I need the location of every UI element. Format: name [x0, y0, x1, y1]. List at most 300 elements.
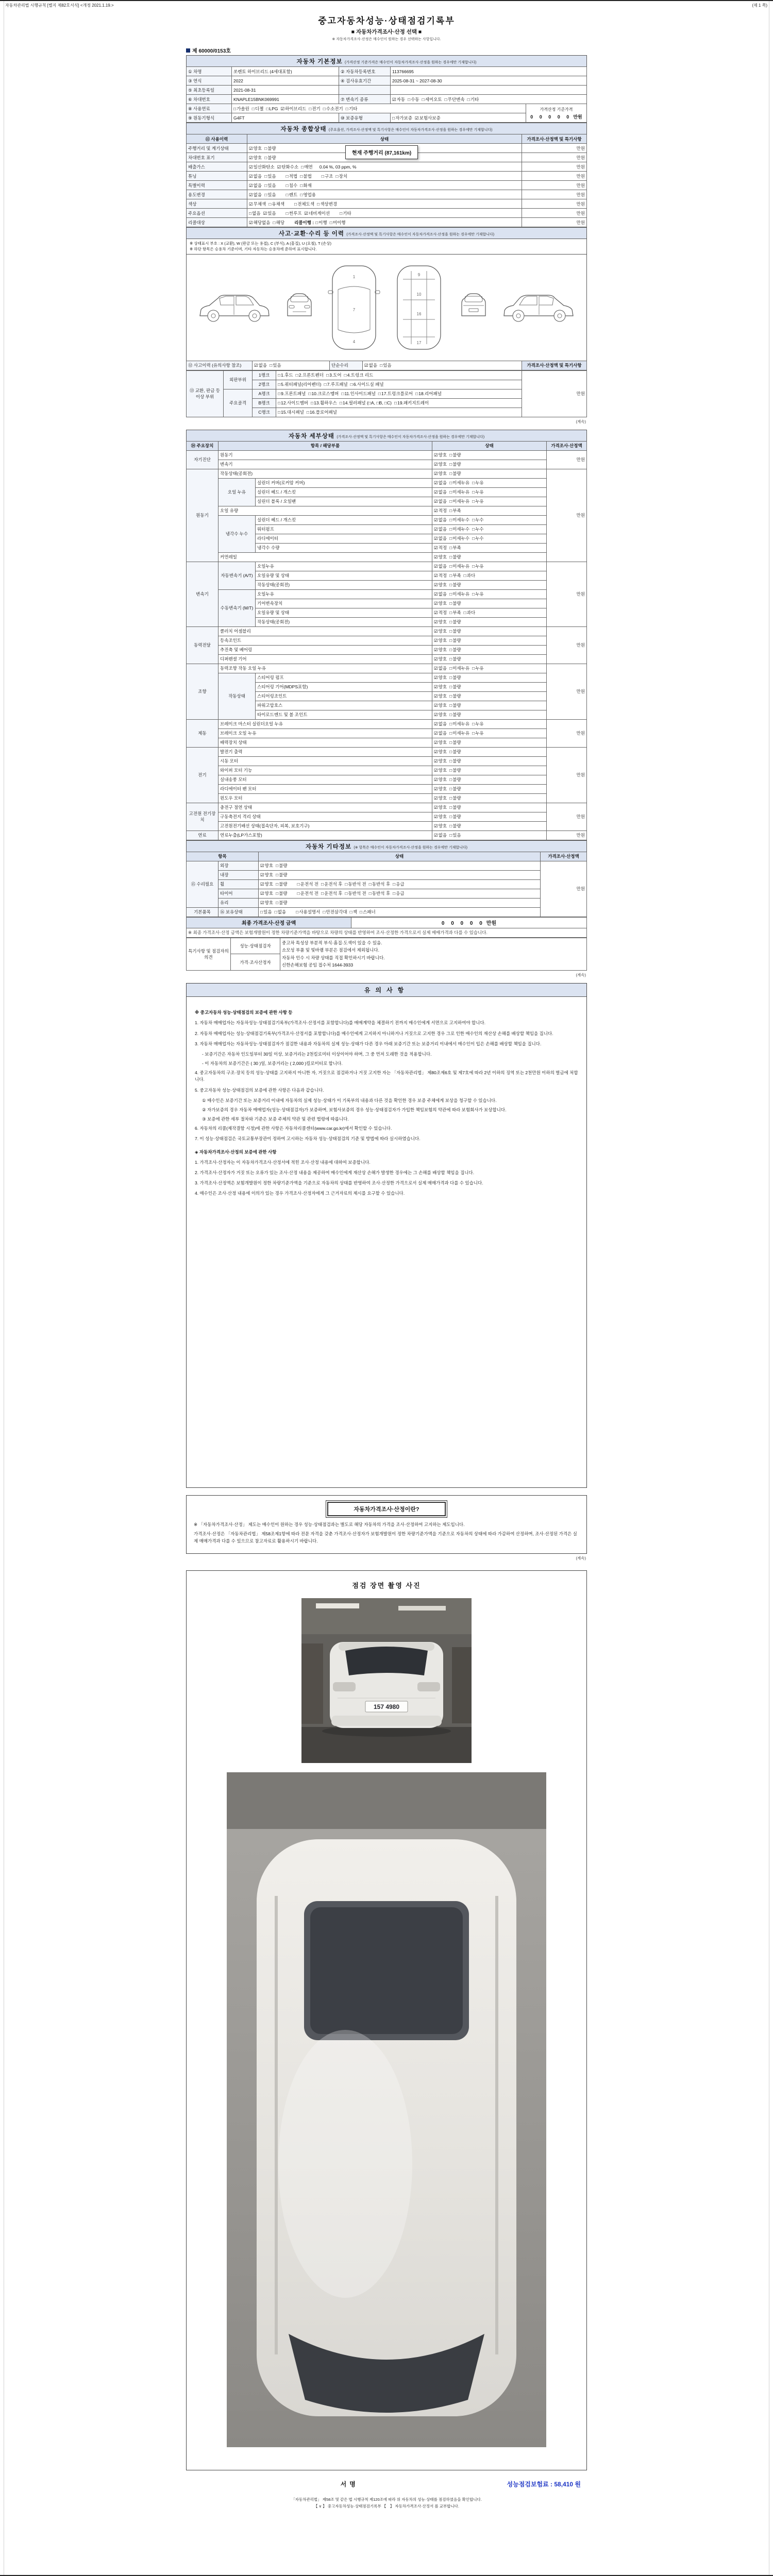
checkbox-option[interactable]	[268, 201, 284, 207]
checkbox-option[interactable]	[434, 489, 447, 495]
checkbox-option[interactable]	[449, 470, 461, 477]
unchecked-checkbox-icon: □	[449, 527, 452, 532]
checkbox-option[interactable]	[266, 106, 278, 111]
checked-checkbox-icon: ☑	[434, 489, 438, 495]
checkbox-option[interactable]	[472, 665, 484, 671]
checkbox-label: 불량	[452, 740, 461, 745]
checkbox-option[interactable]	[434, 498, 447, 504]
checkbox-option[interactable]	[296, 909, 320, 915]
checkbox-option[interactable]	[434, 461, 447, 467]
device-item-label: 추진축 및 베어링	[219, 645, 432, 654]
warranty-options	[391, 113, 526, 123]
checkbox-option[interactable]	[449, 711, 461, 718]
checkbox-option[interactable]	[434, 591, 447, 597]
checkbox-option[interactable]	[415, 391, 442, 397]
checkbox-option[interactable]	[392, 96, 405, 103]
unchecked-checkbox-icon: □	[264, 155, 267, 160]
checkbox-option[interactable]	[300, 173, 312, 179]
checkbox-option[interactable]	[260, 909, 272, 915]
checkbox-option[interactable]	[260, 862, 273, 869]
unchecked-checkbox-icon: □	[449, 693, 452, 699]
photos-box	[186, 1570, 587, 2470]
checkbox-option[interactable]	[449, 749, 461, 755]
checkbox-label: 무채색	[253, 201, 266, 207]
car-diagram-frame	[391, 262, 447, 353]
checkbox-option[interactable]	[449, 545, 461, 551]
checkbox-label: 불량	[279, 863, 288, 868]
checkbox-label: 17.트렁크플로어	[381, 391, 413, 396]
checkbox-option[interactable]	[276, 862, 288, 869]
checkbox-option[interactable]	[273, 219, 284, 226]
checkbox-option[interactable]	[335, 173, 347, 179]
checked-checkbox-icon: ☑	[434, 666, 438, 671]
checkbox-option[interactable]	[277, 164, 298, 170]
checkbox-label: 불량	[452, 749, 461, 754]
checkbox-option[interactable]	[434, 535, 447, 541]
checkbox-option[interactable]	[449, 665, 469, 671]
checkbox-option[interactable]	[434, 563, 447, 569]
checkbox-option[interactable]	[324, 381, 348, 387]
notice-section-header: ◈ 자동차가격조사·산정의 보증에 관한 사항	[195, 1149, 277, 1155]
checkbox-option[interactable]	[278, 400, 308, 406]
checkbox-option[interactable]	[317, 201, 337, 207]
checkbox-option[interactable]	[422, 96, 442, 103]
notice-subitem: ① 매수인은 보증기간 또는 보증거리 이내에 자동차의 실제 성능·상태가 이 기록부의 내용과 다른 것을 확인한 경우 보증 주체에게 보상을 청구할 수 있습니다.	[202, 1097, 497, 1103]
checkbox-option[interactable]	[434, 470, 447, 477]
device-state	[432, 710, 547, 719]
checkbox-option[interactable]	[297, 881, 318, 887]
checkbox-option[interactable]	[415, 115, 441, 121]
overall-row	[187, 162, 587, 172]
checkbox-option[interactable]	[364, 362, 377, 368]
other-item-label: 내장	[219, 870, 259, 879]
checkbox-option[interactable]	[346, 106, 358, 112]
checkbox-option[interactable]	[449, 730, 469, 736]
checkbox-option[interactable]	[449, 776, 461, 783]
checkbox-option[interactable]	[434, 739, 447, 745]
checkbox-option[interactable]	[340, 400, 392, 406]
checkbox-option[interactable]	[304, 210, 330, 216]
unchecked-checkbox-icon: □	[274, 909, 277, 914]
checkbox-label: 양호	[438, 777, 447, 782]
checkbox-option[interactable]	[449, 721, 469, 727]
checkbox-option[interactable]	[434, 554, 447, 560]
checkbox-option[interactable]	[434, 814, 447, 820]
checkbox-option[interactable]	[434, 693, 447, 699]
checkbox-option[interactable]	[323, 909, 347, 915]
checked-checkbox-icon: ☑	[434, 814, 438, 819]
checkbox-option[interactable]	[449, 647, 461, 653]
checkbox-option[interactable]	[286, 192, 298, 198]
checkbox-option[interactable]	[260, 881, 273, 887]
checkbox-option[interactable]	[434, 507, 447, 514]
checkbox-option[interactable]	[449, 498, 469, 504]
doc-number: 제 60000/0153호	[192, 48, 231, 54]
checkbox-option[interactable]	[472, 730, 484, 736]
checkbox-label: 양호	[438, 693, 447, 699]
checkbox-option[interactable]	[449, 786, 461, 792]
checkbox-option[interactable]	[434, 619, 447, 625]
checkbox-option[interactable]	[249, 155, 262, 161]
checkbox-option[interactable]	[449, 535, 469, 541]
checkbox-option[interactable]	[249, 192, 262, 198]
checkbox-option[interactable]	[350, 909, 357, 915]
other-state	[259, 898, 541, 907]
checkbox-option[interactable]	[309, 106, 321, 112]
checkbox-option[interactable]	[394, 400, 429, 406]
unchecked-checkbox-icon: □	[295, 372, 298, 378]
unchecked-checkbox-icon: □	[449, 795, 452, 801]
field-label: ⑧ 사용연료	[187, 104, 232, 113]
checkbox-option[interactable]	[321, 881, 342, 887]
checkbox-option[interactable]	[449, 563, 469, 569]
checkbox-option[interactable]	[449, 767, 461, 773]
checkbox-option[interactable]	[434, 767, 447, 773]
checkbox-option[interactable]	[311, 400, 337, 406]
unchecked-checkbox-icon: □	[415, 391, 418, 396]
checkbox-option[interactable]	[449, 591, 469, 597]
checkbox-option[interactable]	[254, 362, 267, 368]
checkbox-option[interactable]	[434, 665, 447, 671]
checkbox-label: 있음	[267, 210, 276, 216]
checkbox-option[interactable]	[296, 372, 324, 378]
checkbox-option[interactable]	[249, 210, 261, 216]
checkbox-option[interactable]	[449, 656, 461, 662]
accident-history-table	[186, 361, 587, 370]
fuel-options	[232, 104, 526, 113]
checkbox-option[interactable]	[434, 684, 447, 690]
checkbox-option[interactable]	[249, 219, 270, 226]
checkbox-label: 불량	[452, 758, 461, 764]
checkbox-option[interactable]	[434, 582, 447, 588]
checkbox-option[interactable]	[300, 182, 312, 189]
unchecked-checkbox-icon: □	[449, 619, 452, 624]
checkbox-option[interactable]	[308, 391, 339, 397]
checkbox-option[interactable]	[449, 823, 461, 829]
checkbox-option[interactable]	[449, 619, 461, 625]
checkbox-option[interactable]	[340, 210, 351, 216]
device-state	[432, 450, 547, 460]
other-state	[259, 870, 541, 879]
checkbox-option[interactable]	[464, 572, 476, 579]
checkbox-label: 없음	[438, 480, 447, 485]
checkbox-option[interactable]	[464, 609, 476, 616]
device-subgroup-label: 수동변속기 (M/T)	[219, 589, 256, 626]
checkbox-option[interactable]	[260, 900, 273, 906]
checkbox-option[interactable]	[345, 890, 366, 896]
checkbox-option[interactable]	[278, 372, 293, 378]
checkbox-option[interactable]	[434, 711, 447, 718]
car-diagram-side-right	[500, 284, 577, 331]
price-cell: 만원	[547, 664, 587, 719]
checkbox-option[interactable]	[249, 182, 262, 189]
usage-item-label: 튜닝	[187, 172, 247, 181]
unchecked-checkbox-icon: □	[321, 891, 324, 896]
checkbox-option[interactable]	[330, 219, 346, 226]
unchecked-checkbox-icon: □	[449, 489, 452, 495]
checkbox-option[interactable]	[341, 391, 376, 397]
checkbox-option[interactable]	[369, 881, 390, 887]
notice-subitem: ② 자가보증의 경우 자동차 매매업자(성능·상태점검자)가 보증하며, 보험사보증의 경우 성능·상태점검자가 가입한 책임보험의 약관에 따라 보험회사가 보상합니다.	[202, 1107, 507, 1112]
checkbox-option[interactable]	[472, 721, 484, 727]
checkbox-option[interactable]	[326, 372, 342, 378]
checkbox-option[interactable]	[360, 909, 376, 915]
checkbox-option[interactable]	[449, 795, 461, 801]
checkbox-option[interactable]	[434, 702, 447, 708]
checkbox-option[interactable]	[369, 890, 390, 896]
page-subtitle: ■ 자동차가격조사·산정 선택 ■	[351, 29, 422, 35]
device-item-label: 와이퍼 모터 기능	[219, 766, 432, 775]
unchecked-checkbox-icon: □	[278, 400, 281, 405]
checkbox-label: 없음	[252, 210, 261, 216]
checkbox-option[interactable]	[276, 890, 288, 896]
checkbox-option[interactable]	[434, 758, 447, 764]
checkbox-option[interactable]	[322, 173, 333, 179]
device-group-label: 원동기	[187, 469, 219, 562]
checkbox-label: 미세누유	[452, 731, 470, 736]
checkbox-option[interactable]	[286, 173, 298, 179]
checkbox-option[interactable]	[434, 776, 447, 783]
device-state	[432, 552, 547, 562]
checkbox-option[interactable]	[276, 872, 288, 878]
checkbox-option[interactable]	[434, 674, 447, 681]
checkbox-option[interactable]	[233, 106, 249, 112]
checkbox-option[interactable]	[286, 182, 298, 189]
device-state	[432, 599, 547, 608]
checkbox-label: 있음	[267, 192, 276, 197]
checkbox-option[interactable]	[321, 890, 342, 896]
checkbox-option[interactable]	[449, 526, 469, 532]
checkbox-option[interactable]	[472, 480, 484, 486]
checkbox-option[interactable]	[449, 804, 461, 810]
price-cell: 만원	[522, 209, 587, 218]
checkbox-option[interactable]	[434, 452, 447, 458]
checkbox-option[interactable]	[434, 480, 447, 486]
checkbox-label: 없음	[438, 536, 447, 541]
checkbox-option[interactable]	[445, 96, 465, 103]
checkbox-label: 18.리어패널	[418, 391, 442, 396]
checkbox-label: 응급	[396, 891, 405, 896]
checkbox-option[interactable]	[294, 201, 314, 207]
final-price-label: 최종 가격조사·산정 금액	[187, 917, 351, 928]
checkbox-option[interactable]	[434, 600, 447, 606]
checkbox-option[interactable]	[472, 535, 484, 541]
checkbox-option[interactable]	[270, 362, 281, 368]
checkbox-option[interactable]	[472, 526, 484, 532]
checkbox-label: 양호	[264, 900, 274, 905]
checkbox-option[interactable]	[380, 362, 392, 368]
checkbox-label: 불량	[452, 768, 461, 773]
checkbox-option[interactable]	[472, 517, 484, 523]
checkbox-option[interactable]	[449, 832, 461, 838]
engine-value: G4FT	[232, 113, 339, 123]
checkbox-label: 불법	[303, 173, 312, 179]
checkbox-option[interactable]	[281, 106, 307, 112]
checked-checkbox-icon: ☑	[260, 900, 264, 905]
detail-row	[187, 766, 587, 775]
checkbox-option[interactable]	[297, 890, 318, 896]
checkbox-option[interactable]	[434, 526, 447, 532]
checkbox-option[interactable]	[434, 637, 447, 643]
checkbox-option[interactable]	[449, 674, 461, 681]
checkbox-option[interactable]	[449, 637, 461, 643]
checkbox-option[interactable]	[449, 600, 461, 606]
checkbox-option[interactable]	[449, 693, 461, 699]
unchecked-checkbox-icon: □	[449, 638, 452, 643]
checkbox-label: 없음	[253, 173, 262, 179]
checkbox-option[interactable]	[472, 563, 484, 569]
checkbox-option[interactable]	[449, 702, 461, 708]
checkbox-option[interactable]	[434, 832, 447, 838]
checked-checkbox-icon: ☑	[434, 591, 438, 597]
checkbox-option[interactable]	[276, 881, 288, 887]
checkbox-option[interactable]	[449, 517, 469, 523]
price-explain-title: 자동차가격조사·산정이란?	[327, 1502, 446, 1516]
unchecked-checkbox-icon: □	[408, 96, 411, 102]
checkbox-option[interactable]	[472, 591, 484, 597]
other-row	[187, 879, 587, 889]
doc-number-icon	[186, 48, 190, 53]
unchecked-checkbox-icon: □	[472, 517, 475, 522]
checkbox-option[interactable]	[449, 609, 461, 616]
checkbox-option[interactable]	[301, 164, 313, 170]
checkbox-option[interactable]	[434, 647, 447, 653]
checkbox-option[interactable]	[344, 372, 374, 378]
checkbox-option[interactable]	[449, 480, 469, 486]
checkbox-option[interactable]	[449, 489, 469, 495]
checkbox-option[interactable]	[434, 786, 447, 792]
checkbox-option[interactable]	[434, 656, 447, 662]
detail-body	[187, 450, 587, 840]
checkbox-option[interactable]	[393, 881, 405, 887]
checkbox-option[interactable]	[434, 628, 447, 634]
checkbox-option[interactable]	[434, 545, 447, 551]
unchecked-checkbox-icon: □	[449, 684, 452, 689]
checkbox-option[interactable]	[307, 409, 337, 415]
checkbox-option[interactable]	[278, 391, 306, 397]
checkbox-option[interactable]	[434, 730, 447, 736]
checkbox-option[interactable]	[449, 452, 461, 458]
checked-checkbox-icon: ☑	[260, 882, 264, 887]
unchecked-checkbox-icon: □	[472, 536, 475, 541]
checkbox-option[interactable]	[264, 173, 276, 179]
checkbox-option[interactable]	[472, 489, 484, 495]
checkbox-option[interactable]	[264, 155, 276, 161]
sub-group-label: 리콜이행 :	[294, 219, 314, 225]
checkbox-option[interactable]	[249, 164, 275, 170]
device-group-label: 변속기	[187, 562, 219, 626]
checkbox-option[interactable]	[393, 890, 405, 896]
checkbox-option[interactable]	[449, 814, 461, 820]
checkbox-option[interactable]	[264, 192, 276, 198]
checkbox-option[interactable]	[449, 507, 461, 514]
checkbox-option[interactable]	[323, 106, 343, 112]
checkbox-label: 세미오토	[425, 96, 442, 102]
checkbox-option[interactable]	[350, 381, 384, 387]
device-state	[432, 803, 547, 812]
checkbox-option[interactable]	[249, 201, 266, 207]
usage-item-label: 색상	[187, 199, 247, 209]
document-sheet	[186, 1, 587, 2520]
checkbox-label: 운전석 전	[300, 891, 318, 896]
checkbox-option[interactable]	[286, 210, 302, 216]
checkbox-option[interactable]	[276, 900, 288, 906]
checkbox-option[interactable]	[449, 582, 461, 588]
checkbox-option[interactable]	[472, 498, 484, 504]
field-label: ⑥ 차대번호	[187, 95, 232, 104]
checkbox-option[interactable]	[249, 145, 262, 151]
checkbox-option[interactable]	[408, 96, 419, 103]
device-state	[432, 617, 547, 626]
checkbox-option[interactable]	[434, 823, 447, 829]
device-item-label: 실린더 헤드 / 개스킷	[256, 487, 432, 497]
detail-row	[187, 728, 587, 738]
price-cell: 만원	[547, 747, 587, 803]
page-footer	[186, 2497, 587, 2520]
checkbox-label: 불량	[452, 471, 461, 476]
checkbox-option[interactable]	[449, 758, 461, 764]
checkbox-label: 양호	[438, 471, 447, 476]
section-detail-header	[186, 430, 587, 441]
checkbox-option[interactable]	[449, 554, 461, 560]
checkbox-option[interactable]	[449, 461, 461, 467]
checkbox-option[interactable]	[434, 804, 447, 810]
checkbox-option[interactable]	[260, 872, 273, 878]
checkbox-option[interactable]	[345, 881, 366, 887]
page-title: 중고자동차성능·상태점검기록부	[318, 16, 455, 26]
checkbox-option[interactable]	[278, 409, 304, 415]
checkbox-option[interactable]	[434, 749, 447, 755]
checkbox-option[interactable]	[434, 721, 447, 727]
checkbox-option[interactable]	[378, 391, 413, 397]
checkbox-option[interactable]	[434, 572, 447, 579]
checkbox-option[interactable]	[434, 517, 447, 523]
unchecked-checkbox-icon: □	[324, 382, 327, 387]
unchecked-checkbox-icon: □	[449, 823, 452, 828]
unchecked-checkbox-icon: □	[449, 731, 452, 736]
unchecked-checkbox-icon: □	[449, 545, 452, 550]
checkbox-label: 13.휠하우스	[314, 400, 337, 405]
checkbox-option[interactable]	[434, 795, 447, 801]
checkbox-option[interactable]	[467, 96, 479, 103]
checkbox-label: 디젤	[255, 106, 264, 111]
checkbox-option[interactable]	[275, 909, 287, 915]
checkbox-option[interactable]	[449, 684, 461, 690]
unchecked-checkbox-icon: □	[449, 554, 452, 560]
checkbox-option[interactable]	[449, 628, 461, 634]
checkbox-option[interactable]	[249, 173, 262, 179]
checkbox-option[interactable]	[300, 192, 316, 198]
device-item-label: 충전구 절연 상태	[219, 803, 432, 812]
checkbox-option[interactable]	[315, 219, 327, 226]
checkbox-option[interactable]	[260, 890, 273, 896]
rank-label: 1랭크	[253, 370, 276, 380]
checkbox-label: 자동	[396, 96, 406, 102]
unchecked-checkbox-icon: □	[264, 145, 267, 151]
checkbox-option[interactable]	[264, 145, 276, 151]
usage-state	[247, 190, 522, 199]
checkbox-option[interactable]	[264, 182, 276, 189]
checkbox-option[interactable]	[449, 572, 461, 579]
checkbox-option[interactable]	[434, 609, 447, 616]
checkbox-option[interactable]	[263, 210, 276, 216]
checkbox-option[interactable]	[449, 739, 461, 745]
checkbox-option[interactable]	[252, 106, 264, 112]
device-state	[432, 636, 547, 645]
checkbox-option[interactable]	[278, 381, 322, 387]
checked-checkbox-icon: ☑	[254, 363, 258, 368]
checkbox-option[interactable]	[392, 115, 412, 121]
